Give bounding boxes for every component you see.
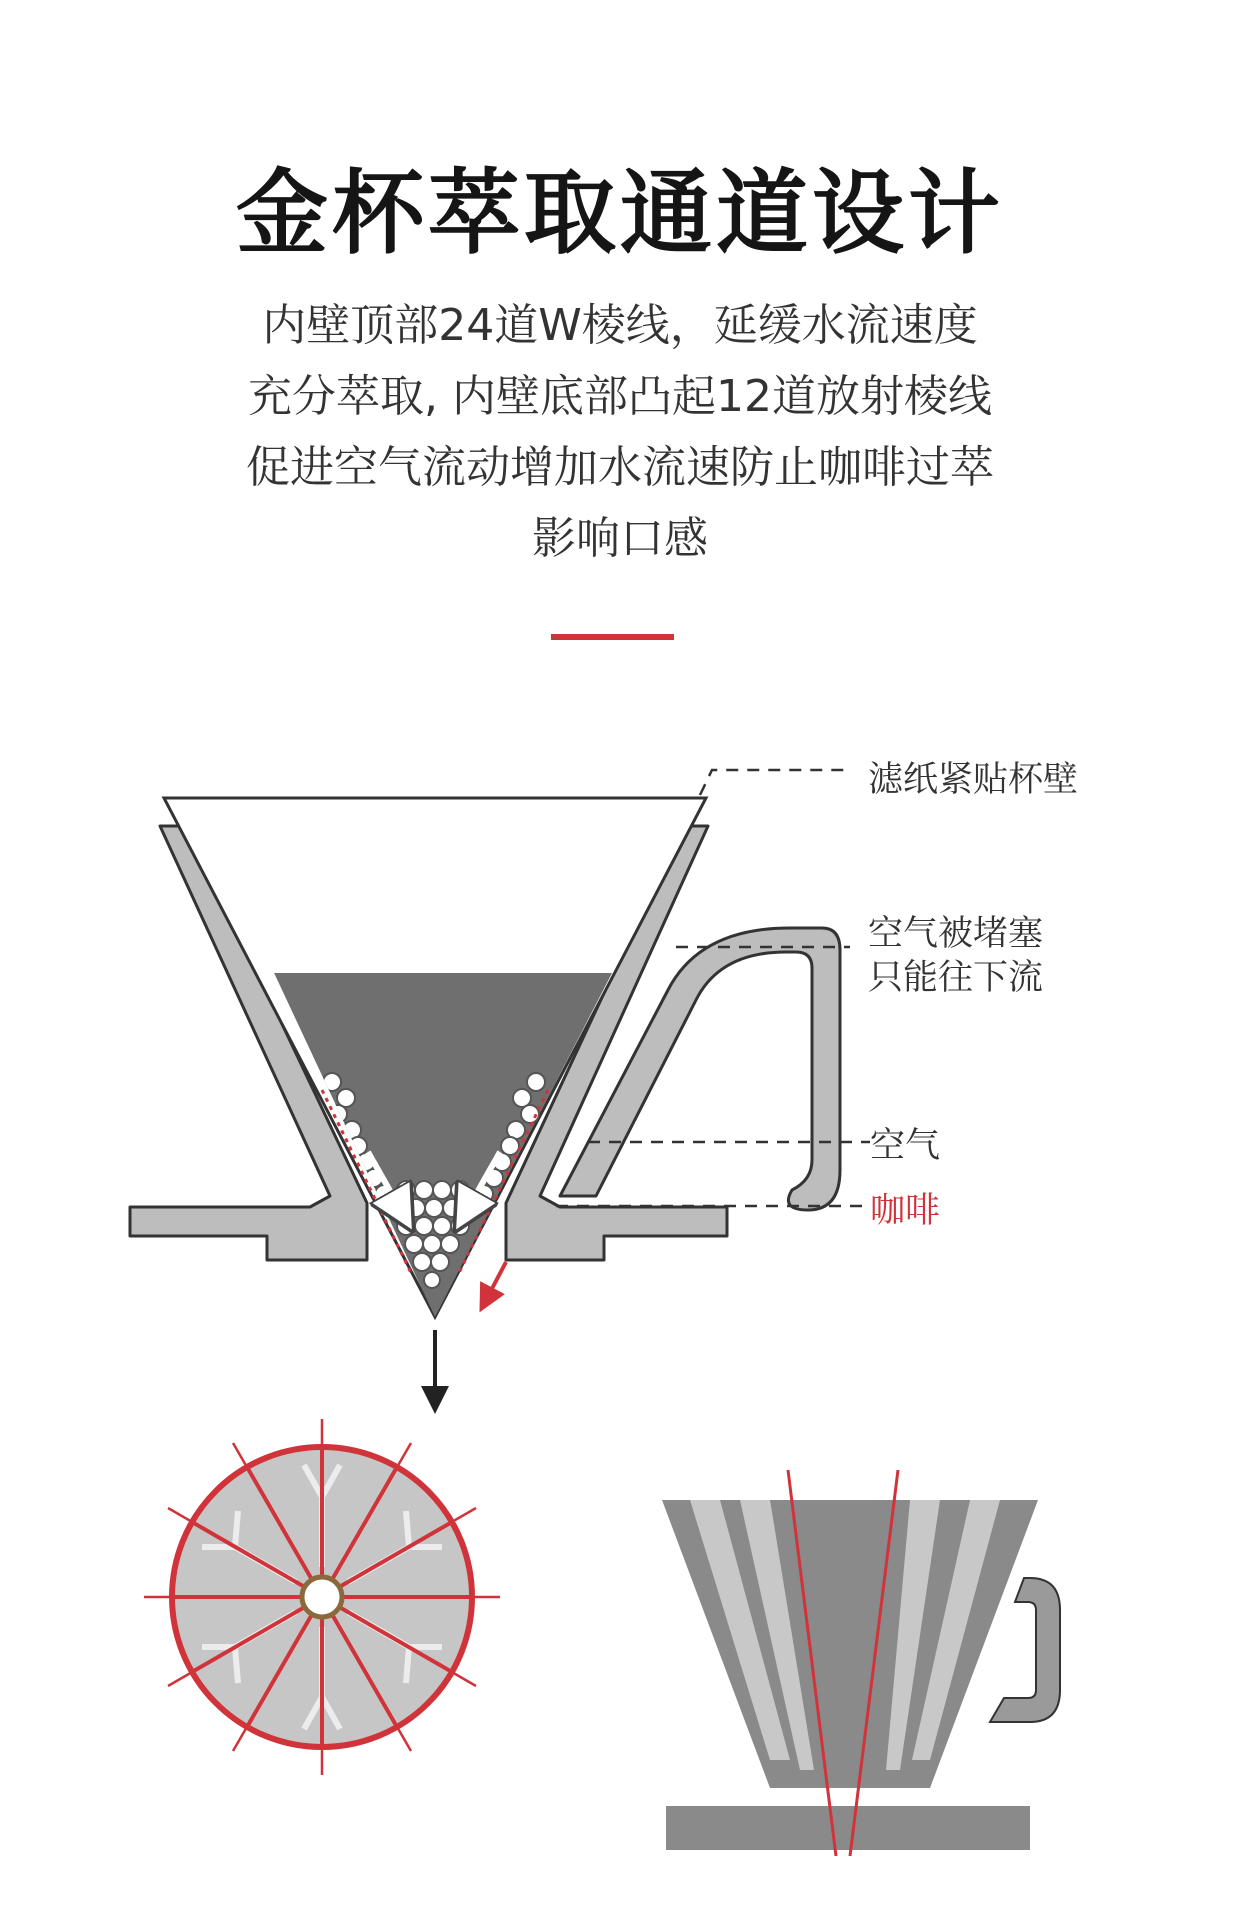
description-line: 影响口感 <box>532 513 708 564</box>
leader-filter-paper <box>700 770 850 795</box>
description-line: 充分萃取, 内壁底部凸起12道放射棱线 <box>248 371 992 422</box>
description-line: 内壁顶部24道W棱线，延缓水流速度 <box>262 300 978 351</box>
label-filter-paper: 滤纸紧贴杯壁 <box>868 760 1079 800</box>
page-title: 金杯萃取通道设计 <box>235 160 1004 267</box>
label-coffee: 咖啡 <box>870 1191 941 1231</box>
coffee-out-arrow <box>486 1262 506 1300</box>
label-air-blocked-2: 只能往下流 <box>868 958 1044 998</box>
dripper-top-view <box>144 1419 500 1775</box>
description-line: 促进空气流动增加水流速防止咖啡过萃 <box>246 442 994 493</box>
dripper-cross-section <box>130 798 840 1400</box>
label-air: 空气 <box>870 1126 941 1166</box>
dripper-side-view <box>662 1470 1060 1856</box>
label-air-blocked-1: 空气被堵塞 <box>868 914 1044 954</box>
